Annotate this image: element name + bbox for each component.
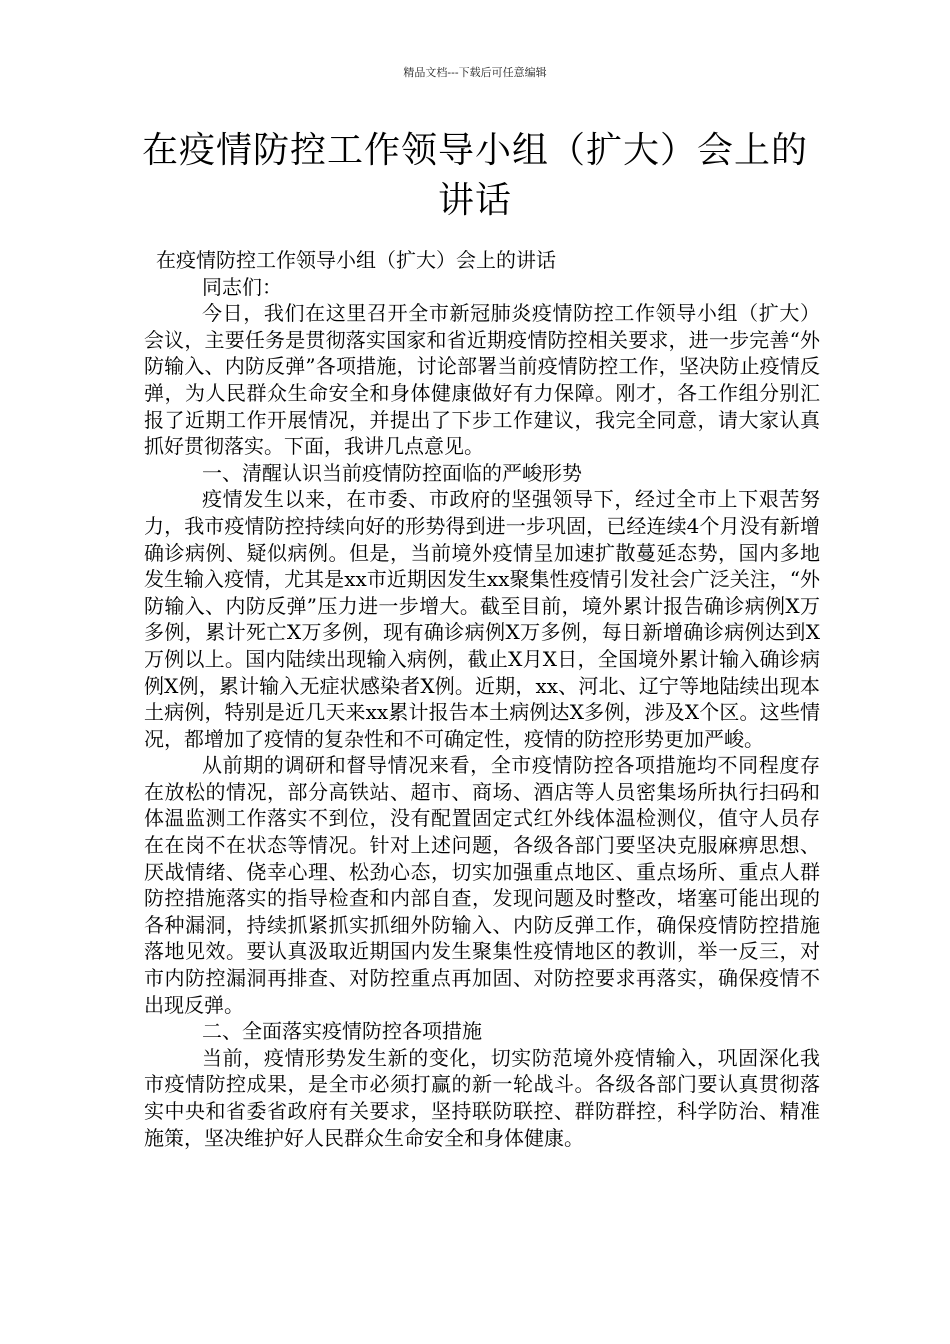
paragraph-intro: 今日，我们在这里召开全市新冠肺炎疫情防控工作领导小组（扩大）会议，主要任务是贯彻落实国家和省近期疫情防控相关要求，进一步完善“外防输入、内防反弹”各项措施，讨论部署当前疫情防控工作，坚决防止疫情反弹，为人民群众生命安全和身体健康做好有力保障。刚才，各工作组分别汇报了近期工作开展情况，并提出了下步工作建议，我完全同意，请大家认真抓好贯彻落实。下面，我讲几点意见。 bbox=[144, 301, 820, 459]
paragraph-situation: 疫情发生以来，在市委、市政府的坚强领导下，经过全市上下艰苦努力，我市疫情防控持续向好的形势得到进一步巩固，已经连续4个月没有新增确诊病例、疑似病例。但是，当前境外疫情呈加速扩散蔓延态势，国内多地发生输入疫情，尤其是xx市近期因发生xx聚集性疫情引发社会广泛关注，“外防输入、内防反弹”压力进一步增大。截至目前，境外累计报告确诊病例X万多例，累计死亡X万多例，现有确诊病例X万多例，每日新增确诊病例达到X万例以上。国内陆续出现输入病例，截止X月X日，全国境外累计输入确诊病例X例，累计输入无症状感染者X例。近期，xx、河北、辽宁等地陆续出现本土病例，特别是近几天来xx累计报告本土病例达X多例，涉及X个区。这些情况，都增加了疫情的复杂性和不可确定性，疫情的防控形势更加严峻。 bbox=[144, 487, 820, 751]
header-note: 精品文档---下载后可任意编辑 bbox=[403, 66, 547, 79]
paragraph-measures: 当前，疫情形势发生新的变化，切实防范境外疫情输入，巩固深化我市疫情防控成果，是全市必须打赢的新一轮战斗。各级各部门要认真贯彻落实中央和省委省政府有关要求，坚持联防联控、群防群控，科学防治、精准施策，坚决维护好人民群众生命安全和身体健康。 bbox=[144, 1045, 820, 1150]
section-heading-1: 一、清醒认识当前疫情防控面临的严峻形势 bbox=[202, 460, 582, 485]
salutation: 同志们： bbox=[202, 274, 282, 299]
document-body bbox=[144, 247, 820, 1151]
section-heading-2: 二、全面落实疫情防控各项措施 bbox=[202, 1019, 482, 1044]
paragraph-inspection: 从前期的调研和督导情况来看，全市疫情防控各项措施均不同程度存在放松的情况，部分高铁站、超市、商场、酒店等人员密集场所执行扫码和体温监测工作落实不到位，没有配置固定式红外线体温检测仪，值守人员存在在岗不在状态等情况。针对上述问题，各级各部门要坚决克服麻痹思想、厌战情绪、侥幸心理、松劲心态，切实加强重点地区、重点场所、重点人群防控措施落实的指导检查和内部自查，发现问题及时整改，堵塞可能出现的各种漏洞，持续抓紧抓实抓细外防输入、内防反弹工作，确保疫情防控措施落地见效。要认真汲取近期国内发生聚集性疫情地区的教训，举一反三，对市内防控漏洞再排查、对防控重点再加固、对防控要求再落实，确保疫情不出现反弹。 bbox=[144, 753, 820, 1017]
document-title: 在疫情防控工作领导小组（扩大）会上的讲话 bbox=[141, 130, 808, 221]
subtitle-line: 在疫情防控工作领导小组（扩大）会上的讲话 bbox=[156, 248, 556, 272]
